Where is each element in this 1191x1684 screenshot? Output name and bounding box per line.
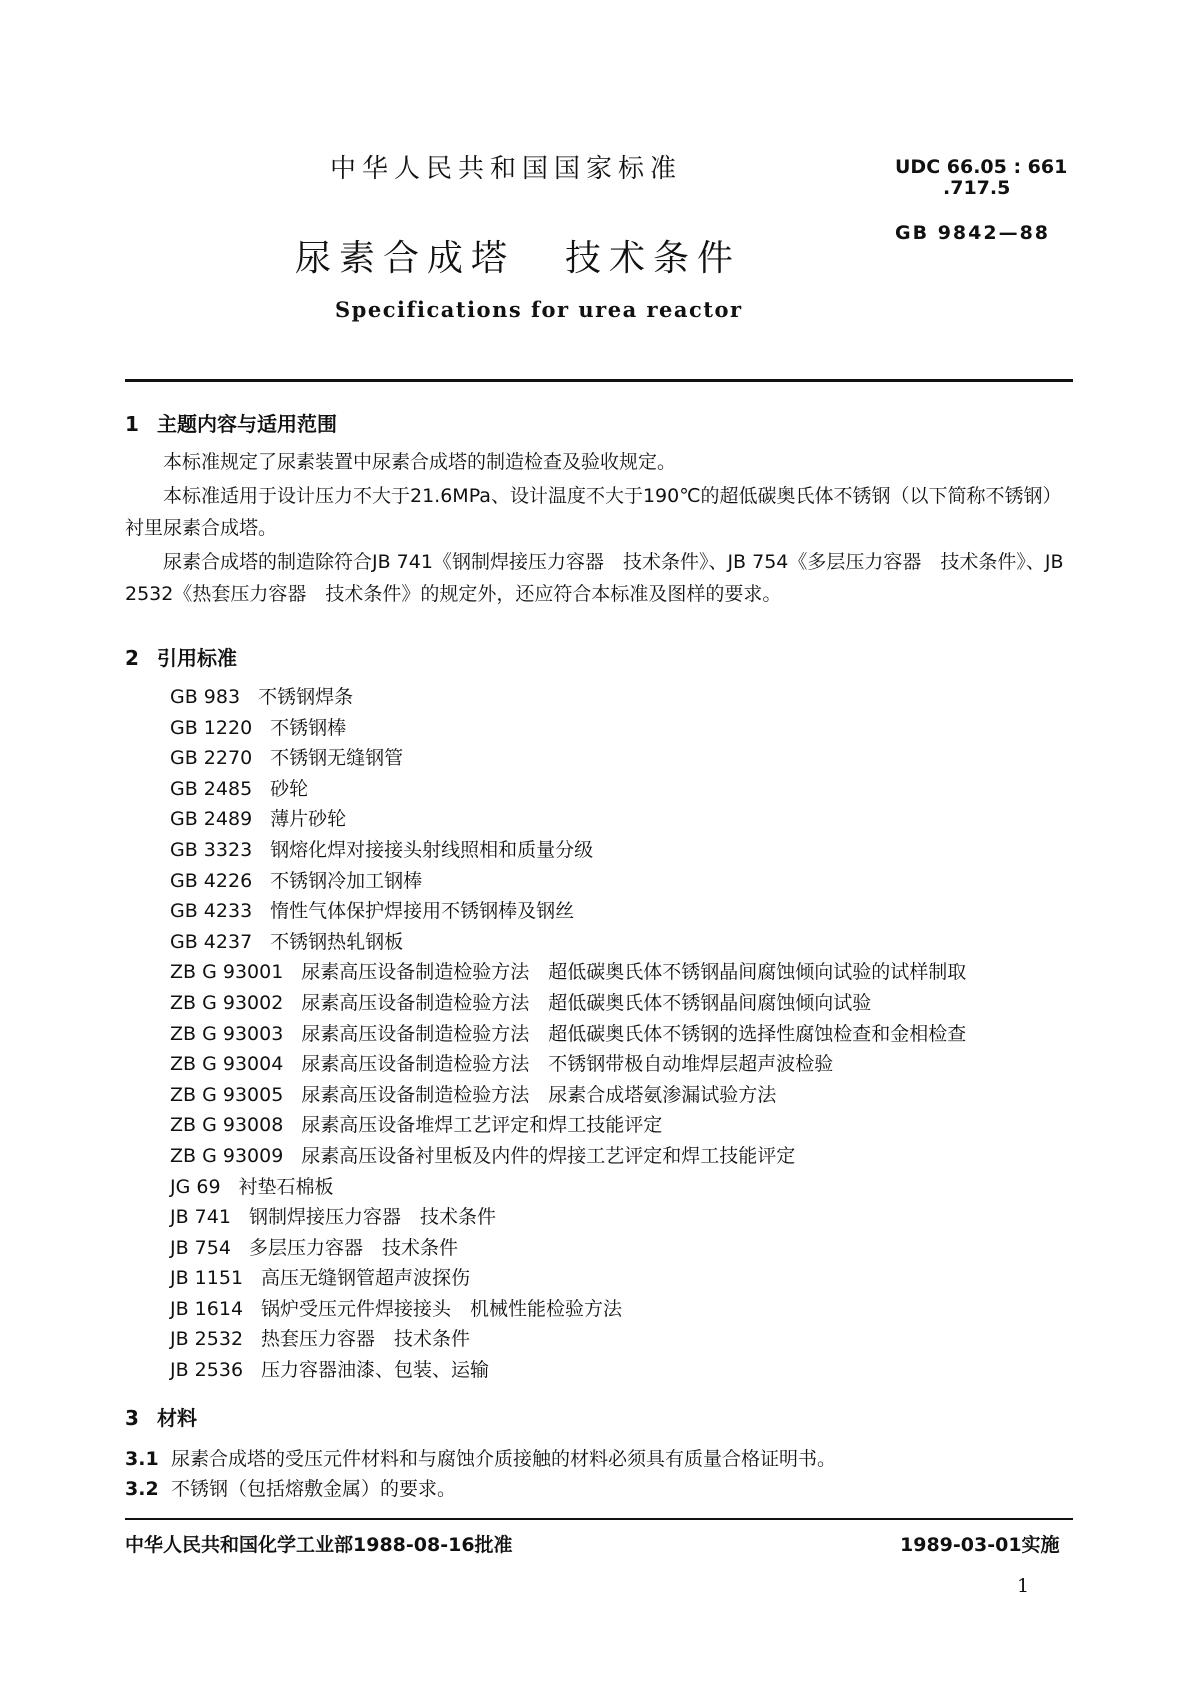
list-item xyxy=(170,1263,966,1294)
header-divider xyxy=(125,379,1073,382)
section-number: 2 xyxy=(125,646,139,670)
referenced-standards-list xyxy=(170,682,966,1386)
ref-code: JG 69 xyxy=(170,1175,221,1198)
ref-title: 不锈钢冷加工钢棒 xyxy=(270,869,423,892)
list-item xyxy=(170,1141,966,1172)
ref-title: 尿素高压设备制造检验方法 超低碳奥氏体不锈钢晶间腐蚀倾向试验的试样制取 xyxy=(301,961,967,984)
list-item xyxy=(170,774,966,805)
ref-title: 惰性气体保护焊接用不锈钢棒及钢丝 xyxy=(270,900,575,923)
clause-number: 3.2 xyxy=(125,1478,159,1500)
section-2-heading xyxy=(125,642,237,671)
ref-code: ZB G 93003 xyxy=(170,1022,284,1045)
clause-number: 3.1 xyxy=(125,1448,159,1470)
ref-title: 衬垫石棉板 xyxy=(238,1175,334,1198)
list-item xyxy=(170,1202,966,1233)
list-item xyxy=(170,866,966,897)
ref-title: 尿素高压设备制造检验方法 尿素合成塔氨渗漏试验方法 xyxy=(301,1083,777,1106)
list-item xyxy=(170,1110,966,1141)
section-title: 引用标准 xyxy=(157,646,237,670)
ref-title: 尿素高压设备制造检验方法 超低碳奥氏体不锈钢的选择性腐蚀检查和金相检查 xyxy=(301,1022,967,1045)
ref-code: GB 983 xyxy=(170,686,241,708)
ref-code: JB 1614 xyxy=(170,1297,244,1320)
title-part-1: 尿素合成塔 xyxy=(295,238,516,279)
ref-title: 薄片砂轮 xyxy=(270,808,347,831)
ref-code: ZB G 93005 xyxy=(170,1083,284,1106)
ref-title: 钢制焊接压力容器 技术条件 xyxy=(248,1206,496,1229)
standard-number: GB 9842—88 xyxy=(895,222,1051,244)
ref-code: JB 741 xyxy=(170,1206,231,1229)
approval-date: 中华人民共和国化学工业部1988-08-16批准 xyxy=(125,1534,513,1556)
section-title: 材料 xyxy=(157,1406,197,1430)
section-1-heading xyxy=(125,408,337,437)
ref-title: 尿素高压设备堆焊工艺评定和焊工技能评定 xyxy=(301,1114,663,1137)
ref-title: 尿素高压设备制造检验方法 不锈钢带极自动堆焊层超声波检验 xyxy=(301,1053,834,1076)
ref-title: 尿素高压设备衬里板及内件的焊接工艺评定和焊工技能评定 xyxy=(301,1144,796,1167)
ref-code: GB 1220 xyxy=(170,716,253,739)
ref-code: GB 4233 xyxy=(170,900,253,923)
ref-code: GB 2489 xyxy=(170,808,253,831)
list-item xyxy=(170,804,966,835)
ref-title: 砂轮 xyxy=(270,777,309,800)
udc-classification xyxy=(895,157,1067,199)
ref-title: 尿素高压设备制造检验方法 超低碳奥氏体不锈钢晶间腐蚀倾向试验 xyxy=(301,991,872,1014)
section-3-heading xyxy=(125,1402,197,1431)
ref-title: 不锈钢棒 xyxy=(270,716,347,739)
ref-code: GB 2485 xyxy=(170,777,253,800)
ref-code: ZB G 93001 xyxy=(170,961,284,984)
ref-code: ZB G 93009 xyxy=(170,1144,284,1167)
ref-title: 不锈钢焊条 xyxy=(258,686,354,708)
ref-title: 钢熔化焊对接接头射线照相和质量分级 xyxy=(270,838,594,861)
list-item xyxy=(170,682,966,713)
footer-divider xyxy=(125,1518,1073,1520)
issuing-body-title: 中华人民共和国国家标准 xyxy=(330,154,683,184)
ref-code: GB 4226 xyxy=(170,869,253,892)
clause-text: 不锈钢（包括熔敷金属）的要求。 xyxy=(171,1478,457,1500)
list-item xyxy=(170,957,966,988)
ref-code: ZB G 93002 xyxy=(170,991,284,1014)
ref-code: ZB G 93004 xyxy=(170,1053,284,1076)
list-item xyxy=(170,1172,966,1203)
effective-date: 1989-03-01实施 xyxy=(900,1534,1060,1556)
list-item xyxy=(170,927,966,958)
ref-code: JB 754 xyxy=(170,1236,231,1259)
ref-code: JB 2536 xyxy=(170,1359,244,1382)
english-title: Specifications for urea reactor xyxy=(335,297,743,322)
ref-code: GB 3323 xyxy=(170,838,253,861)
ref-title: 锅炉受压元件焊接接头 机械性能检验方法 xyxy=(261,1297,623,1320)
list-item xyxy=(170,896,966,927)
section-number: 1 xyxy=(125,412,139,436)
section-number: 3 xyxy=(125,1406,139,1430)
title-part-2: 技术条件 xyxy=(565,238,742,279)
paragraph: 尿素合成塔的制造除符合JB 741《钢制焊接压力容器 技术条件》、JB 754《多层压力容器 技术条件》、JB 2532《热套压力容器 技术条件》的规定外，还应符合本标准及图样的要求。 xyxy=(125,551,1064,605)
list-item xyxy=(170,1324,966,1355)
ref-code: JB 2532 xyxy=(170,1328,244,1351)
ref-code: GB 4237 xyxy=(170,930,253,953)
ref-title: 不锈钢无缝钢管 xyxy=(270,747,404,770)
clause-3-1 xyxy=(125,1444,836,1471)
page-number: 1 xyxy=(1017,1575,1030,1597)
clause-text: 尿素合成塔的受压元件材料和与腐蚀介质接触的材料必须具有质量合格证明书。 xyxy=(171,1448,837,1470)
ref-title: 热套压力容器 技术条件 xyxy=(261,1328,471,1351)
paragraph: 本标准适用于设计压力不大于21.6MPa、设计温度不大于190℃的超低碳奥氏体不锈钢（以下简称不锈钢）衬里尿素合成塔。 xyxy=(125,485,1062,539)
paragraph: 本标准规定了尿素装置中尿素合成塔的制造检查及验收规定。 xyxy=(163,451,677,473)
list-item xyxy=(170,1080,966,1111)
list-item xyxy=(170,1233,966,1264)
ref-title: 压力容器油漆、包装、运输 xyxy=(261,1359,490,1382)
udc-line-2: .717.5 xyxy=(943,177,1011,199)
ref-code: JB 1151 xyxy=(170,1267,244,1290)
list-item xyxy=(170,1294,966,1325)
list-item xyxy=(170,1019,966,1050)
ref-title: 高压无缝钢管超声波探伤 xyxy=(261,1267,471,1290)
document-title xyxy=(295,230,741,281)
list-item xyxy=(170,713,966,744)
list-item xyxy=(170,1049,966,1080)
ref-title: 不锈钢热轧钢板 xyxy=(270,930,404,953)
ref-code: ZB G 93008 xyxy=(170,1114,284,1137)
list-item xyxy=(170,743,966,774)
list-item xyxy=(170,835,966,866)
ref-code: GB 2270 xyxy=(170,747,253,770)
ref-title: 多层压力容器 技术条件 xyxy=(248,1236,458,1259)
udc-line-1: UDC 66.05 : 661 xyxy=(895,156,1068,178)
list-item xyxy=(170,988,966,1019)
section-title: 主题内容与适用范围 xyxy=(157,412,337,436)
list-item xyxy=(170,1355,966,1386)
clause-3-2 xyxy=(125,1474,456,1501)
